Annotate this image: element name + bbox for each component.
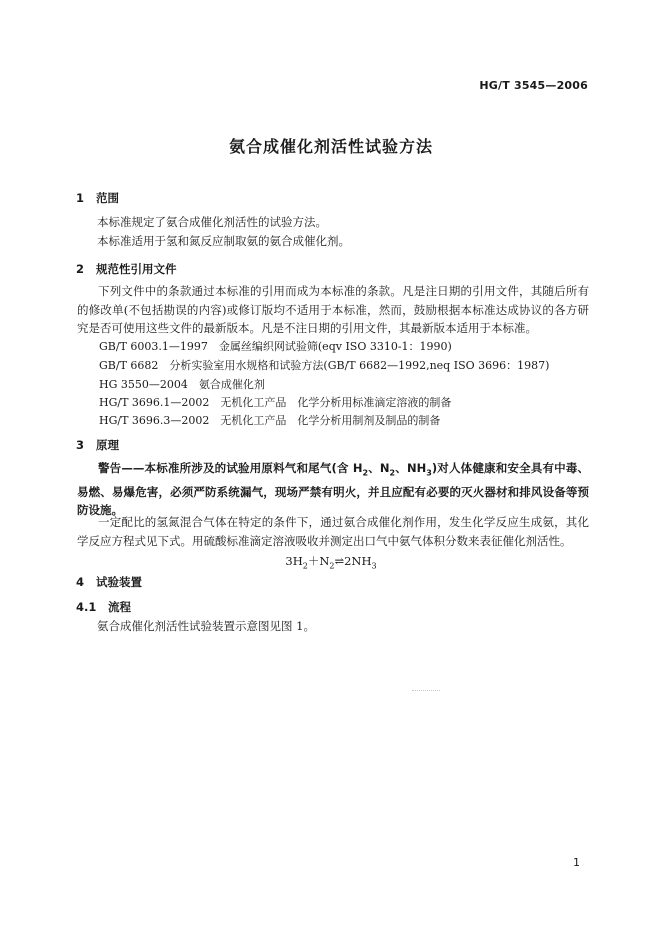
section-2-number: 2 <box>76 262 85 276</box>
section-1-number: 1 <box>76 191 85 205</box>
subsection-4-1-title: 流程 <box>108 600 131 614</box>
section-4-heading <box>76 574 142 590</box>
section-3-title: 原理 <box>96 438 119 452</box>
page-number: 1 <box>573 856 580 869</box>
section-1-line-1: 本标准规定了氨合成催化剂活性的试验方法。 <box>97 215 327 229</box>
reference-item: GB/T 6682 分析实验室用水规格和试验方法(GB/T 6682—1992,neq ISO 3696：1987) <box>99 359 550 372</box>
subsection-4-1-number: 4.1 <box>76 600 97 614</box>
section-2-intro: 下列文件中的条款通过本标准的引用而成为本标准的条款。凡是注日期的引用文件，其随后所有的修改单(不包括勘误的内容)或修订版均不适用于本标准，然而，鼓励根据本标准达成协议的各方研究是否可使用这些文件的最新版本。凡是不注日期的引用文件，其最新版本适用于本标准。 <box>77 284 589 335</box>
section-1-line-2: 本标准适用于氢和氮反应制取氨的氨合成催化剂。 <box>97 234 350 248</box>
section-3-number: 3 <box>76 438 85 452</box>
scan-artifact <box>412 690 440 692</box>
section-1-title: 范围 <box>96 191 119 205</box>
reference-item: HG/T 3696.3—2002 无机化工产品 化学分析用制剂及制品的制备 <box>99 414 441 427</box>
reference-item: GB/T 6003.1—1997 金属丝编织网试验筛(eqv ISO 3310-1：1990) <box>99 340 452 353</box>
section-4-title: 试验装置 <box>96 575 142 589</box>
reference-item: HG/T 3696.1—2002 无机化工产品 化学分析用标准滴定溶液的制备 <box>99 396 452 409</box>
section-1-heading <box>76 190 119 206</box>
subsection-4-1-heading <box>76 599 131 615</box>
section-3-heading <box>76 437 119 453</box>
page-title: 氨合成催化剂活性试验方法 <box>228 137 433 156</box>
section-4-number: 4 <box>76 575 85 589</box>
section-2-heading <box>76 261 177 277</box>
principle-text: 一定配比的氢氮混合气体在特定的条件下，通过氨合成催化剂作用，发生化学反应生成氨，其化学反应方程式见下式。用硫酸标准滴定溶液吸收并测定出口气中氨气体积分数来表征催化剂活性。 <box>77 515 589 548</box>
safety-warning: 警告——本标准所涉及的试验用原料气和尾气(含 $H_2$、$N_2$、$NH_3$)对人体健康和安全具有中毒、易燃、易爆危害，必须严防系统漏气，现场严禁有明火，并且应配有必要的灭火器材和排风设备等预防设施。 <box>77 461 589 518</box>
reaction-equation: $3H_2+N_2\rightleftharpoons 2NH_3$ <box>285 554 377 571</box>
section-2-title: 规范性引用文件 <box>96 262 177 276</box>
standard-code: HG/T 3545—2006 <box>479 79 588 92</box>
subsection-4-1-text: 氨合成催化剂活性试验装置示意图见图 1。 <box>97 619 315 633</box>
reference-item: HG 3550—2004 氨合成催化剂 <box>99 378 265 391</box>
